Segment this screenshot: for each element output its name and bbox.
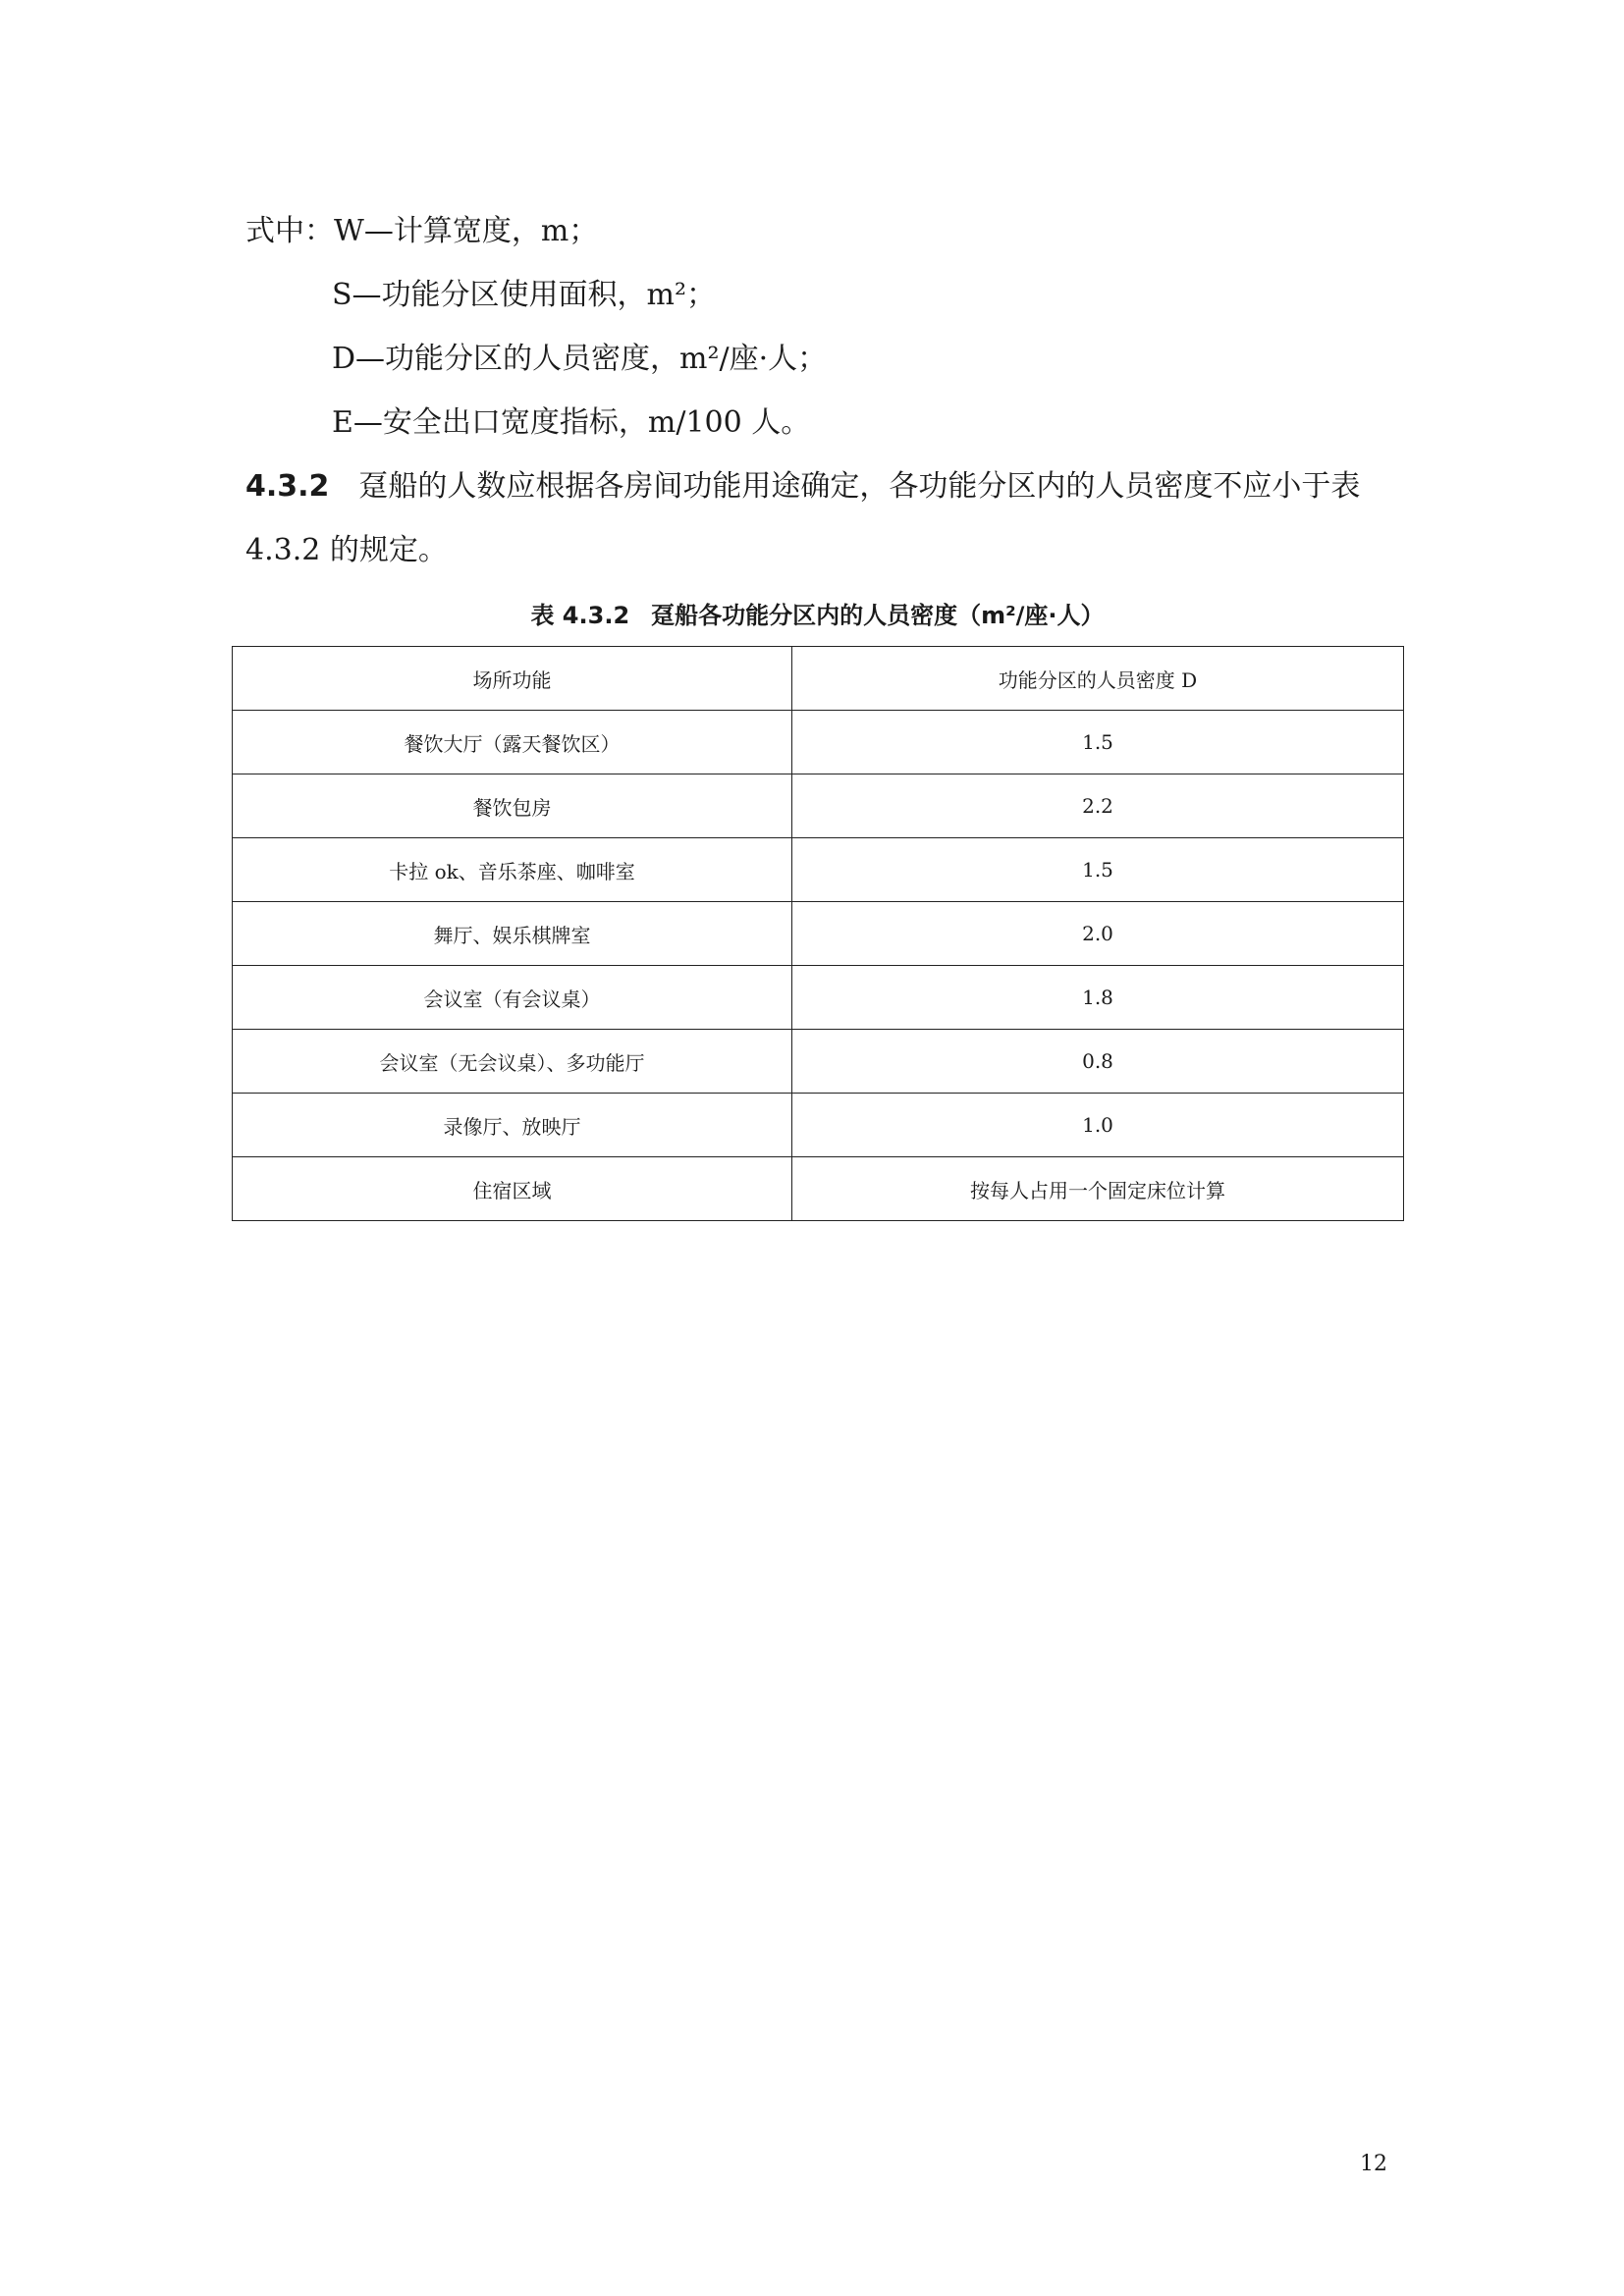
density-cell: 2.0: [792, 902, 1404, 966]
table-row: [233, 1030, 1404, 1094]
section-number: 4.3.2: [245, 469, 330, 504]
density-cell: 1.5: [792, 838, 1404, 902]
table-row: [233, 902, 1404, 966]
venue-cell: 会议室（无会议桌）、多功能厅: [233, 1030, 792, 1094]
section-text-line2: 4.3.2 的规定。: [245, 533, 448, 567]
venue-cell: 住宿区域: [233, 1157, 792, 1221]
density-cell: 1.5: [792, 711, 1404, 774]
table-caption-title: 趸船各功能分区内的人员密度（m²/座·人）: [651, 602, 1105, 629]
header-density: 功能分区的人员密度 D: [792, 647, 1404, 711]
table-row: [233, 711, 1404, 774]
formula-intro: 式中：: [245, 214, 334, 248]
venue-cell: 餐饮包房: [233, 774, 792, 838]
e-definition: E—安全出口宽度指标，m/100 人。: [332, 405, 811, 440]
venue-cell: 会议室（有会议桌）: [233, 966, 792, 1030]
page-number: 12: [1360, 2152, 1387, 2176]
header-venue-function: 场所功能: [233, 647, 792, 711]
density-cell: 2.2: [792, 774, 1404, 838]
venue-cell: 卡拉 ok、音乐茶座、咖啡室: [233, 838, 792, 902]
s-definition: S—功能分区使用面积，m²；: [332, 278, 717, 312]
table-row: [233, 1094, 1404, 1157]
table-caption: [232, 599, 1403, 632]
table-row: [233, 966, 1404, 1030]
section-paragraph-line1: [245, 467, 1360, 507]
section-text-line1: 趸船的人数应根据各房间功能用途确定，各功能分区内的人员密度不应小于表: [358, 469, 1361, 504]
table-row: [233, 774, 1404, 838]
d-definition: D—功能分区的人员密度，m²/座·人；: [332, 342, 828, 376]
table-row: [233, 1157, 1404, 1221]
density-cell: 0.8: [792, 1030, 1404, 1094]
density-cell: 按每人占用一个固定床位计算: [792, 1157, 1404, 1221]
table-caption-number: 表 4.3.2: [530, 602, 630, 629]
venue-cell: 舞厅、娱乐棋牌室: [233, 902, 792, 966]
w-definition: W—计算宽度，m；: [334, 214, 599, 248]
density-cell: 1.8: [792, 966, 1404, 1030]
formula-notes-w: [245, 212, 598, 251]
venue-cell: 录像厅、放映厅: [233, 1094, 792, 1157]
density-cell: 1.0: [792, 1094, 1404, 1157]
table-header-row: [233, 647, 1404, 711]
table-row: [233, 838, 1404, 902]
venue-cell: 餐饮大厅（露天餐饮区）: [233, 711, 792, 774]
density-table: [232, 646, 1404, 1221]
